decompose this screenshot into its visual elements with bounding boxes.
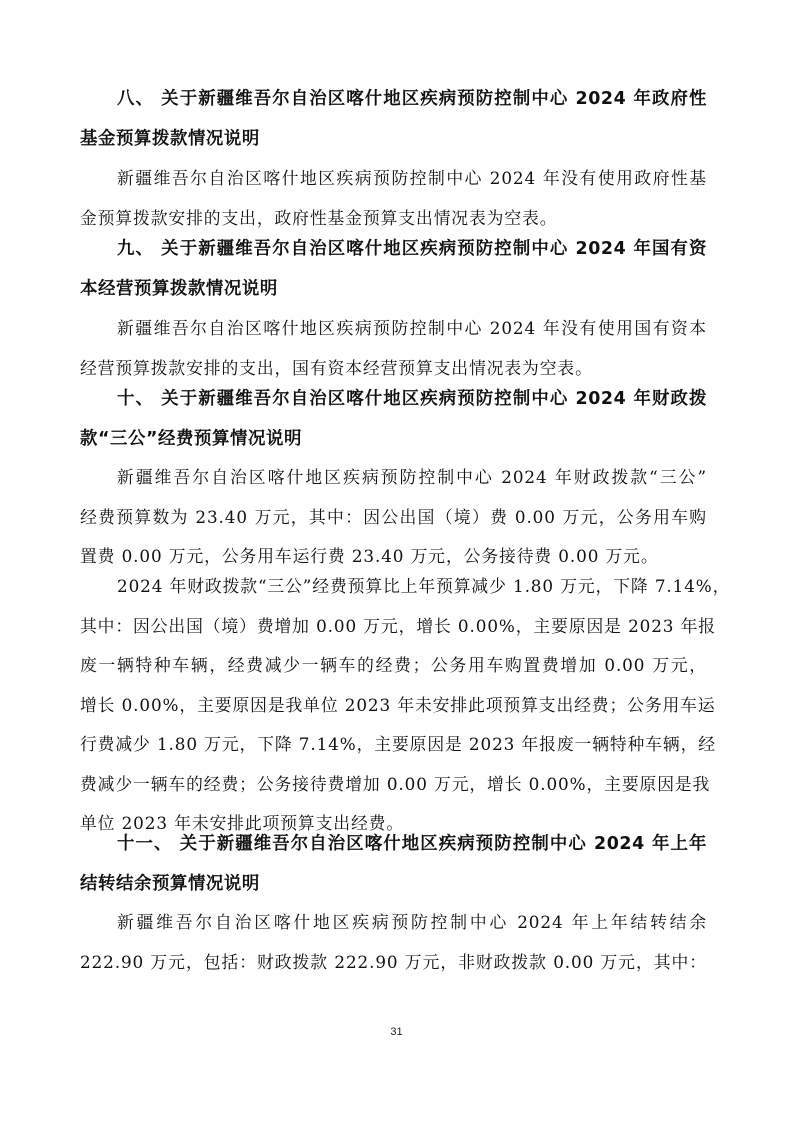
heading-line: 八、 关于新疆维吾尔自治区喀什地区疾病预防控制中心 2024 年政府性 (117, 89, 707, 109)
section-11-paragraph-1 (80, 903, 707, 982)
paragraph-line: 222.90 万元，包括：财政拨款 222.90 万元，非财政拨款 0.00 万元，其中： (80, 951, 707, 972)
paragraph-line: 其中：因公出国（境）费增加 0.00 万元，增长 0.00%，主要原因是 2023 年报 (80, 615, 716, 636)
paragraph-line: 2024 年财政拨款“三公”经费预算比上年预算减少 1.80 万元，下降 7.14%， (117, 576, 731, 596)
section-10-paragraph-1 (80, 458, 707, 577)
section-heading-10 (80, 380, 707, 459)
paragraph-line: 单位 2023 年未安排此项预算支出经费。 (80, 813, 404, 833)
paragraph-line: 增长 0.00%，主要原因是我单位 2023 年未安排此项预算支出经费；公务用车运 (80, 694, 716, 715)
paragraph-line: 置费 0.00 万元，公务用车运行费 23.40 万元，公务接待费 0.00 万元。 (80, 546, 659, 566)
heading-line: 十、 关于新疆维吾尔自治区喀什地区疾病预防控制中心 2024 年财政拨 (117, 389, 707, 409)
section-heading-9 (80, 230, 707, 309)
paragraph-line: 新疆维吾尔自治区喀什地区疾病预防控制中心 2024 年上年结转结余 (117, 912, 707, 932)
heading-line: 十一、 关于新疆维吾尔自治区喀什地区疾病预防控制中心 2024 年上年 (117, 834, 707, 854)
paragraph-line: 经费预算数为 23.40 万元，其中：因公出国（境）费 0.00 万元，公务用车购 (80, 506, 707, 527)
paragraph-line: 新疆维吾尔自治区喀什地区疾病预防控制中心 2024 年财政拨款“三公” (117, 467, 707, 487)
page-number: 31 (390, 1026, 403, 1038)
paragraph-line: 新疆维吾尔自治区喀什地区疾病预防控制中心 2024 年没有使用政府性基 (117, 168, 707, 188)
paragraph-line: 行费减少 1.80 万元，下降 7.14%，主要原因是 2023 年报废一辆特种车辆，经 (80, 734, 716, 754)
heading-line: 九、 关于新疆维吾尔自治区喀什地区疾病预防控制中心 2024 年国有资 (117, 239, 707, 259)
section-10-paragraph-2 (80, 567, 731, 844)
heading-line: 结转结余预算情况说明 (80, 873, 260, 894)
section-heading-11 (80, 825, 707, 904)
section-9-paragraph-1 (80, 309, 707, 388)
heading-line: 基金预算拨款情况说明 (80, 128, 260, 149)
heading-line: 款“三公”经费预算情况说明 (80, 428, 302, 449)
paragraph-line: 经营预算拨款安排的支出，国有资本经营预算支出情况表为空表。 (80, 357, 593, 378)
paragraph-line: 新疆维吾尔自治区喀什地区疾病预防控制中心 2024 年没有使用国有资本 (117, 318, 707, 338)
heading-line: 本经营预算拨款情况说明 (80, 278, 278, 299)
paragraph-line: 废一辆特种车辆，经费减少一辆车的经费；公务用车购置费增加 0.00 万元， (80, 655, 707, 675)
section-8-paragraph-1 (80, 159, 707, 238)
paragraph-line: 金预算拨款安排的支出，政府性基金预算支出情况表为空表。 (80, 207, 558, 228)
paragraph-line: 费减少一辆车的经费；公务接待费增加 0.00 万元，增长 0.00%，主要原因是我 (80, 773, 711, 794)
section-heading-8 (80, 80, 707, 159)
